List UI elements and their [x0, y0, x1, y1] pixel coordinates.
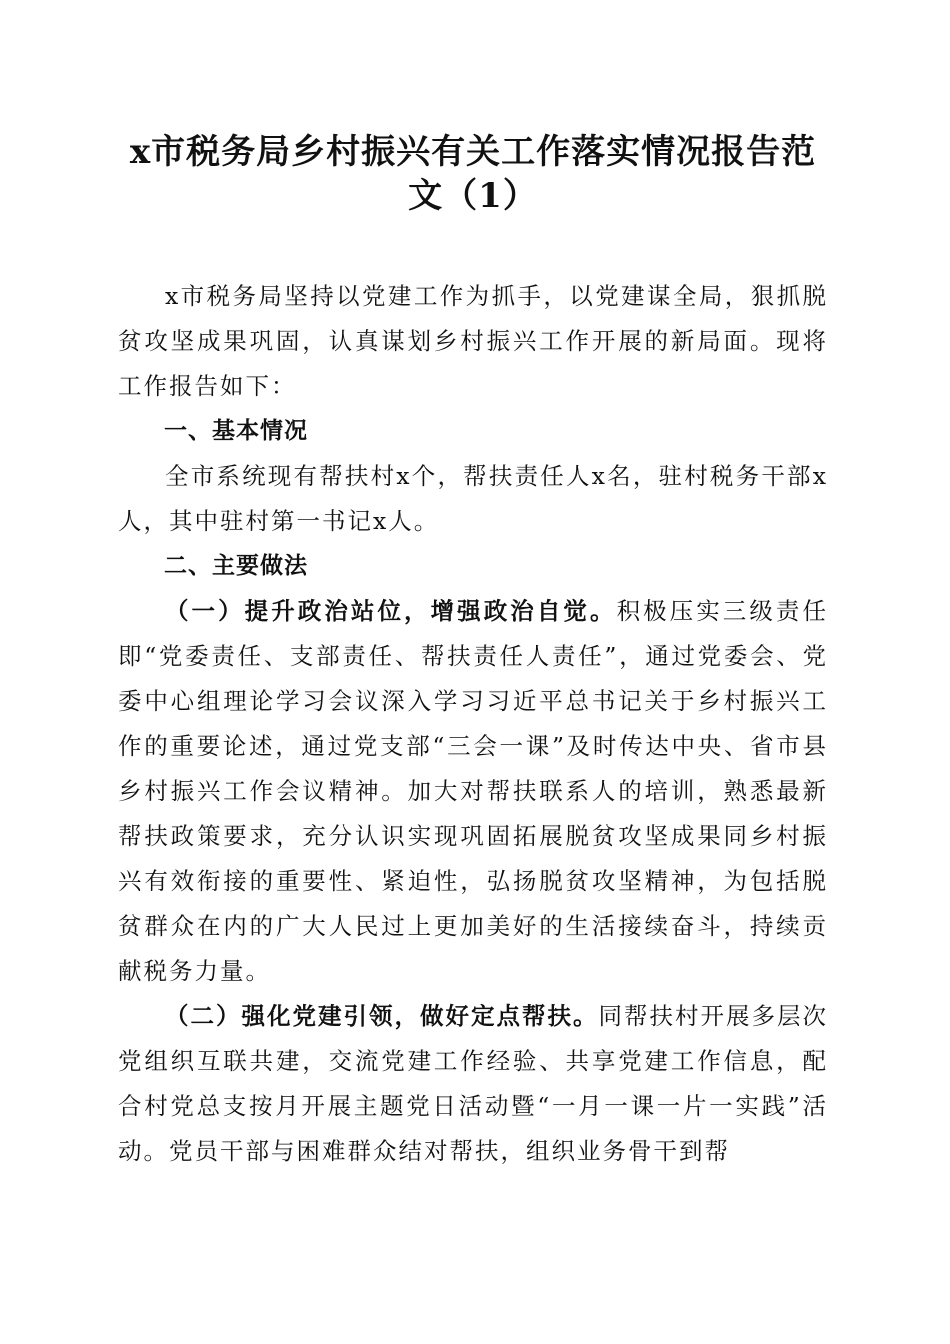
document-page	[118, 130, 828, 1174]
practice-item-1	[118, 589, 828, 994]
section-heading-basic: 一、基本情况	[164, 418, 308, 444]
practice-item-2-lead: （二）强化党建引领，做好定点帮扶。	[165, 1002, 599, 1030]
title-line-2: 文（1）	[408, 176, 538, 216]
practice-item-2	[118, 994, 828, 1174]
practice-item-1-text: 积极压实三级责任即“党委责任、支部责任、帮扶责任人责任”，通过党委会、党委中心组理论学习会议深入学习习近平总书记关于乡村振兴工作的重要论述，通过党支部“三会一课”及时传达中央、省市县乡村振兴工作会议精神。加大对帮扶联系人的培训，熟悉最新帮扶政策要求，充分认识实现巩固拓展脱贫攻坚成果同乡村振兴有效衔接的重要性、紧迫性，弘扬脱贫攻坚精神，为包括脱贫群众在内的广大人民过上更加美好的生活接续奋斗，持续贡献税务力量。	[118, 597, 828, 985]
practice-item-1-lead: （一）提升政治站位，增强政治自觉。	[165, 597, 617, 625]
intro-paragraph: x市税务局坚持以党建工作为抓手，以党建谋全局，狠抓脱贫攻坚成果巩固，认真谋划乡村振兴工作开展的新局面。现将工作报告如下：	[118, 282, 828, 400]
section-basic-paragraph: 全市系统现有帮扶村x个，帮扶责任人x名，驻村税务干部x人，其中驻村第一书记x人。	[118, 462, 828, 535]
section-heading-practices: 二、主要做法	[164, 553, 308, 579]
title-line-1: x市税务局乡村振兴有关工作落实情况报告范	[129, 132, 817, 172]
document-title	[118, 130, 828, 218]
practice-item-2-text: 同帮扶村开展多层次党组织互联共建，交流党建工作经验、共享党建工作信息，配合村党总支按月开展主题党日活动暨“一月一课一片一实践”活动。党员干部与困难群众结对帮扶，组织业务骨干到帮	[118, 1002, 828, 1165]
